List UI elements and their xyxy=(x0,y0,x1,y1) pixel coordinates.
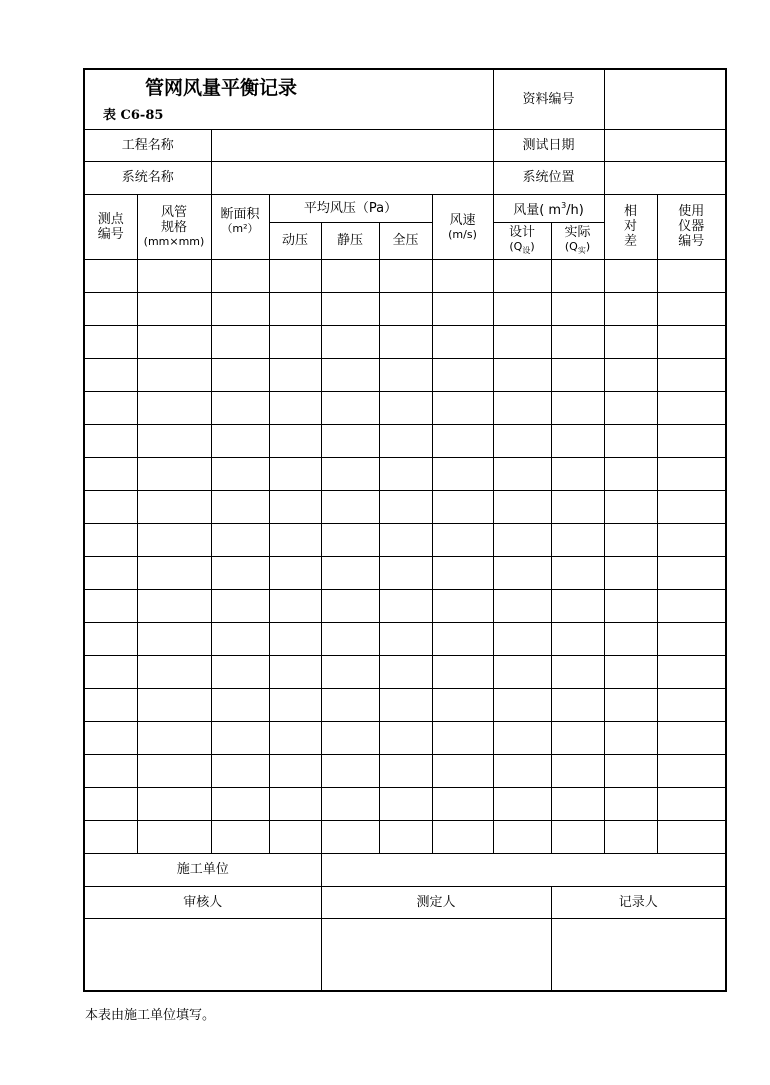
table-cell[interactable] xyxy=(84,490,137,523)
table-cell[interactable] xyxy=(432,259,493,292)
table-cell[interactable] xyxy=(604,622,657,655)
table-cell[interactable] xyxy=(493,523,551,556)
table-cell[interactable] xyxy=(604,490,657,523)
table-cell[interactable] xyxy=(379,259,432,292)
table-cell[interactable] xyxy=(269,589,321,622)
table-cell[interactable] xyxy=(657,556,726,589)
tester-signature[interactable] xyxy=(321,918,551,991)
table-cell[interactable] xyxy=(211,358,269,391)
table-cell[interactable] xyxy=(321,523,379,556)
table-cell[interactable] xyxy=(551,325,604,358)
airflow-balance-table xyxy=(83,68,727,992)
table-cell[interactable] xyxy=(84,358,137,391)
table-cell[interactable] xyxy=(321,688,379,721)
table-row xyxy=(84,589,726,622)
form-sheet xyxy=(83,68,725,992)
table-cell[interactable] xyxy=(211,721,269,754)
table-cell[interactable] xyxy=(211,424,269,457)
table-cell[interactable] xyxy=(137,820,211,853)
table-cell[interactable] xyxy=(493,490,551,523)
table-cell[interactable] xyxy=(211,523,269,556)
table-cell[interactable] xyxy=(269,721,321,754)
table-cell[interactable] xyxy=(493,754,551,787)
table-cell[interactable] xyxy=(211,259,269,292)
table-cell[interactable] xyxy=(137,325,211,358)
table-cell[interactable] xyxy=(379,655,432,688)
system-location-field[interactable] xyxy=(604,161,726,194)
table-cell[interactable] xyxy=(493,556,551,589)
form-number: 表 C6-85 xyxy=(103,107,164,123)
table-cell[interactable] xyxy=(657,622,726,655)
table-cell[interactable] xyxy=(551,358,604,391)
table-cell[interactable] xyxy=(84,325,137,358)
table-cell[interactable] xyxy=(84,523,137,556)
col-duct-spec: 风管 规格 (mm×mm) xyxy=(137,194,211,259)
table-row xyxy=(84,556,726,589)
table-cell[interactable] xyxy=(657,424,726,457)
table-cell[interactable] xyxy=(269,457,321,490)
table-cell[interactable] xyxy=(604,424,657,457)
table-cell[interactable] xyxy=(321,457,379,490)
table-cell[interactable] xyxy=(269,787,321,820)
table-cell[interactable] xyxy=(137,787,211,820)
table-cell[interactable] xyxy=(551,259,604,292)
table-cell[interactable] xyxy=(604,754,657,787)
table-cell[interactable] xyxy=(604,292,657,325)
table-cell[interactable] xyxy=(269,259,321,292)
table-cell[interactable] xyxy=(551,424,604,457)
table-cell[interactable] xyxy=(137,292,211,325)
table-cell[interactable] xyxy=(137,754,211,787)
table-cell[interactable] xyxy=(379,325,432,358)
system-location-label: 系统位置 xyxy=(493,161,604,194)
table-cell[interactable] xyxy=(211,292,269,325)
table-cell[interactable] xyxy=(493,820,551,853)
table-cell[interactable] xyxy=(551,523,604,556)
table-row xyxy=(84,754,726,787)
table-cell[interactable] xyxy=(269,391,321,424)
reviewer-label: 审核人 xyxy=(84,886,321,918)
table-cell[interactable] xyxy=(657,292,726,325)
table-cell[interactable] xyxy=(551,622,604,655)
table-cell[interactable] xyxy=(432,325,493,358)
table-cell[interactable] xyxy=(137,259,211,292)
table-cell[interactable] xyxy=(211,655,269,688)
table-cell[interactable] xyxy=(137,589,211,622)
table-cell[interactable] xyxy=(493,622,551,655)
table-cell[interactable] xyxy=(321,787,379,820)
table-cell[interactable] xyxy=(211,325,269,358)
table-cell[interactable] xyxy=(84,622,137,655)
table-row xyxy=(84,457,726,490)
table-cell[interactable] xyxy=(269,754,321,787)
table-cell[interactable] xyxy=(493,259,551,292)
col-design-flow: 设计 $(Q_设)$ xyxy=(493,222,551,259)
table-row xyxy=(84,391,726,424)
table-cell[interactable] xyxy=(432,556,493,589)
table-cell[interactable] xyxy=(493,721,551,754)
table-cell[interactable] xyxy=(269,325,321,358)
table-row xyxy=(84,490,726,523)
table-cell[interactable] xyxy=(84,259,137,292)
constructor-label: 施工单位 xyxy=(84,853,321,886)
table-cell[interactable] xyxy=(379,787,432,820)
title-cell xyxy=(84,69,493,129)
table-cell[interactable] xyxy=(551,787,604,820)
table-cell[interactable] xyxy=(211,754,269,787)
doc-no-field[interactable] xyxy=(604,69,726,129)
table-cell[interactable] xyxy=(84,424,137,457)
table-cell[interactable] xyxy=(211,820,269,853)
table-cell[interactable] xyxy=(604,259,657,292)
table-cell[interactable] xyxy=(137,688,211,721)
table-cell[interactable] xyxy=(493,292,551,325)
table-cell[interactable] xyxy=(84,457,137,490)
table-cell[interactable] xyxy=(379,589,432,622)
table-cell[interactable] xyxy=(657,688,726,721)
table-cell[interactable] xyxy=(657,523,726,556)
page-title: 管网风量平衡记录 xyxy=(145,76,298,99)
table-cell[interactable] xyxy=(657,754,726,787)
table-cell[interactable] xyxy=(211,556,269,589)
table-cell[interactable] xyxy=(657,391,726,424)
table-cell[interactable] xyxy=(493,358,551,391)
col-total-pressure: 全压 xyxy=(379,222,432,259)
table-cell[interactable] xyxy=(493,589,551,622)
table-cell[interactable] xyxy=(321,358,379,391)
table-cell[interactable] xyxy=(84,754,137,787)
table-cell[interactable] xyxy=(432,655,493,688)
table-cell[interactable] xyxy=(657,490,726,523)
table-row xyxy=(84,523,726,556)
table-cell[interactable] xyxy=(432,424,493,457)
test-date-label: 测试日期 xyxy=(493,129,604,161)
project-name-field[interactable] xyxy=(211,129,493,161)
table-cell[interactable] xyxy=(379,457,432,490)
table-row xyxy=(84,820,726,853)
table-cell[interactable] xyxy=(379,391,432,424)
table-cell[interactable] xyxy=(551,820,604,853)
table-cell[interactable] xyxy=(657,589,726,622)
recorder-label: 记录人 xyxy=(551,886,726,918)
table-cell[interactable] xyxy=(269,424,321,457)
table-cell[interactable] xyxy=(551,655,604,688)
table-cell[interactable] xyxy=(137,490,211,523)
table-cell[interactable] xyxy=(432,787,493,820)
table-row xyxy=(84,721,726,754)
table-cell[interactable] xyxy=(137,391,211,424)
project-name-label: 工程名称 xyxy=(84,129,211,161)
table-cell[interactable] xyxy=(432,688,493,721)
footer-note: 本表由施工单位填写。 xyxy=(85,1008,216,1023)
table-cell[interactable] xyxy=(211,688,269,721)
table-cell[interactable] xyxy=(137,556,211,589)
table-cell[interactable] xyxy=(269,655,321,688)
table-cell[interactable] xyxy=(657,820,726,853)
tester-label: 测定人 xyxy=(321,886,551,918)
table-row xyxy=(84,325,726,358)
table-cell[interactable] xyxy=(604,589,657,622)
table-cell[interactable] xyxy=(269,523,321,556)
table-cell[interactable] xyxy=(321,391,379,424)
table-cell[interactable] xyxy=(321,292,379,325)
table-cell[interactable] xyxy=(493,457,551,490)
table-cell[interactable] xyxy=(493,688,551,721)
col-static-pressure: 静压 xyxy=(321,222,379,259)
table-cell[interactable] xyxy=(432,391,493,424)
table-cell[interactable] xyxy=(137,424,211,457)
table-cell[interactable] xyxy=(137,457,211,490)
table-cell[interactable] xyxy=(657,655,726,688)
table-cell[interactable] xyxy=(604,358,657,391)
table-cell[interactable] xyxy=(137,655,211,688)
table-cell[interactable] xyxy=(269,820,321,853)
table-cell[interactable] xyxy=(321,622,379,655)
table-cell[interactable] xyxy=(551,490,604,523)
doc-no-label: 资料编号 xyxy=(493,69,604,129)
table-row xyxy=(84,358,726,391)
col-actual-flow: 实际 $(Q_实)$ xyxy=(551,222,604,259)
table-cell[interactable] xyxy=(493,424,551,457)
table-cell[interactable] xyxy=(211,457,269,490)
table-cell[interactable] xyxy=(432,754,493,787)
table-cell[interactable] xyxy=(551,688,604,721)
table-cell[interactable] xyxy=(321,556,379,589)
system-name-label: 系统名称 xyxy=(84,161,211,194)
table-cell[interactable] xyxy=(137,358,211,391)
table-cell[interactable] xyxy=(321,820,379,853)
table-cell[interactable] xyxy=(432,721,493,754)
table-cell[interactable] xyxy=(84,787,137,820)
table-cell[interactable] xyxy=(551,457,604,490)
table-cell[interactable] xyxy=(432,358,493,391)
table-cell[interactable] xyxy=(604,391,657,424)
col-airflow: 风量( $m^3/h$) xyxy=(493,194,604,222)
table-cell[interactable] xyxy=(269,622,321,655)
table-cell[interactable] xyxy=(379,820,432,853)
table-row xyxy=(84,259,726,292)
table-cell[interactable] xyxy=(604,556,657,589)
table-cell[interactable] xyxy=(657,325,726,358)
reviewer-signature[interactable] xyxy=(84,918,321,991)
table-cell[interactable] xyxy=(657,457,726,490)
table-cell[interactable] xyxy=(657,721,726,754)
table-cell[interactable] xyxy=(432,622,493,655)
table-cell[interactable] xyxy=(379,622,432,655)
table-cell[interactable] xyxy=(657,787,726,820)
table-row xyxy=(84,655,726,688)
table-cell[interactable] xyxy=(379,556,432,589)
table-cell[interactable] xyxy=(432,457,493,490)
table-cell[interactable] xyxy=(493,655,551,688)
table-cell[interactable] xyxy=(432,523,493,556)
table-cell[interactable] xyxy=(269,292,321,325)
table-cell[interactable] xyxy=(379,721,432,754)
table-cell[interactable] xyxy=(211,787,269,820)
table-cell[interactable] xyxy=(84,292,137,325)
table-cell[interactable] xyxy=(604,457,657,490)
table-row xyxy=(84,424,726,457)
table-cell[interactable] xyxy=(321,754,379,787)
table-cell[interactable] xyxy=(379,292,432,325)
table-cell[interactable] xyxy=(432,292,493,325)
recorder-signature[interactable] xyxy=(551,918,726,991)
table-cell[interactable] xyxy=(432,490,493,523)
table-cell[interactable] xyxy=(269,358,321,391)
table-cell[interactable] xyxy=(137,523,211,556)
table-cell[interactable] xyxy=(551,721,604,754)
table-cell[interactable] xyxy=(657,259,726,292)
table-cell[interactable] xyxy=(321,259,379,292)
table-cell[interactable] xyxy=(321,325,379,358)
table-cell[interactable] xyxy=(84,655,137,688)
table-row xyxy=(84,292,726,325)
test-date-field[interactable] xyxy=(604,129,726,161)
table-cell[interactable] xyxy=(211,622,269,655)
table-cell[interactable] xyxy=(84,820,137,853)
table-cell[interactable] xyxy=(269,688,321,721)
table-cell[interactable] xyxy=(321,424,379,457)
table-cell[interactable] xyxy=(137,721,211,754)
col-avg-pressure: 平均风压（Pa） xyxy=(269,194,432,222)
table-cell[interactable] xyxy=(321,589,379,622)
table-cell[interactable] xyxy=(379,424,432,457)
table-cell[interactable] xyxy=(604,655,657,688)
table-cell[interactable] xyxy=(211,589,269,622)
table-cell[interactable] xyxy=(551,391,604,424)
table-cell[interactable] xyxy=(551,556,604,589)
table-cell[interactable] xyxy=(604,523,657,556)
table-cell[interactable] xyxy=(84,391,137,424)
table-row xyxy=(84,622,726,655)
constructor-field[interactable] xyxy=(321,853,726,886)
table-cell[interactable] xyxy=(604,721,657,754)
table-cell[interactable] xyxy=(432,589,493,622)
table-cell[interactable] xyxy=(551,589,604,622)
table-cell[interactable] xyxy=(493,391,551,424)
table-cell[interactable] xyxy=(493,787,551,820)
table-cell[interactable] xyxy=(604,688,657,721)
table-cell[interactable] xyxy=(321,721,379,754)
system-name-field[interactable] xyxy=(211,161,493,194)
table-cell[interactable] xyxy=(551,754,604,787)
table-cell[interactable] xyxy=(84,688,137,721)
table-cell[interactable] xyxy=(657,358,726,391)
table-cell[interactable] xyxy=(321,490,379,523)
table-cell[interactable] xyxy=(493,325,551,358)
table-cell[interactable] xyxy=(211,391,269,424)
table-row xyxy=(84,688,726,721)
table-cell[interactable] xyxy=(211,490,269,523)
table-cell[interactable] xyxy=(84,556,137,589)
table-cell[interactable] xyxy=(379,358,432,391)
table-row xyxy=(84,787,726,820)
col-section-area: 断面积 （m²） xyxy=(211,194,269,259)
table-cell[interactable] xyxy=(137,622,211,655)
table-cell[interactable] xyxy=(379,490,432,523)
table-cell[interactable] xyxy=(84,589,137,622)
table-cell[interactable] xyxy=(269,490,321,523)
table-cell[interactable] xyxy=(604,787,657,820)
table-cell[interactable] xyxy=(379,754,432,787)
table-cell[interactable] xyxy=(432,820,493,853)
table-cell[interactable] xyxy=(604,820,657,853)
table-cell[interactable] xyxy=(551,292,604,325)
table-cell[interactable] xyxy=(604,325,657,358)
table-cell[interactable] xyxy=(84,721,137,754)
col-dynamic-pressure: 动压 xyxy=(269,222,321,259)
table-cell[interactable] xyxy=(379,523,432,556)
col-relative-diff: 相 对 差 xyxy=(604,194,657,259)
table-cell[interactable] xyxy=(321,655,379,688)
col-instrument-no: 使用 仪器 编号 xyxy=(657,194,726,259)
col-velocity: 风速 (m/s) xyxy=(432,194,493,259)
table-cell[interactable] xyxy=(379,688,432,721)
col-point-no: 测点 编号 xyxy=(84,194,137,259)
table-cell[interactable] xyxy=(269,556,321,589)
